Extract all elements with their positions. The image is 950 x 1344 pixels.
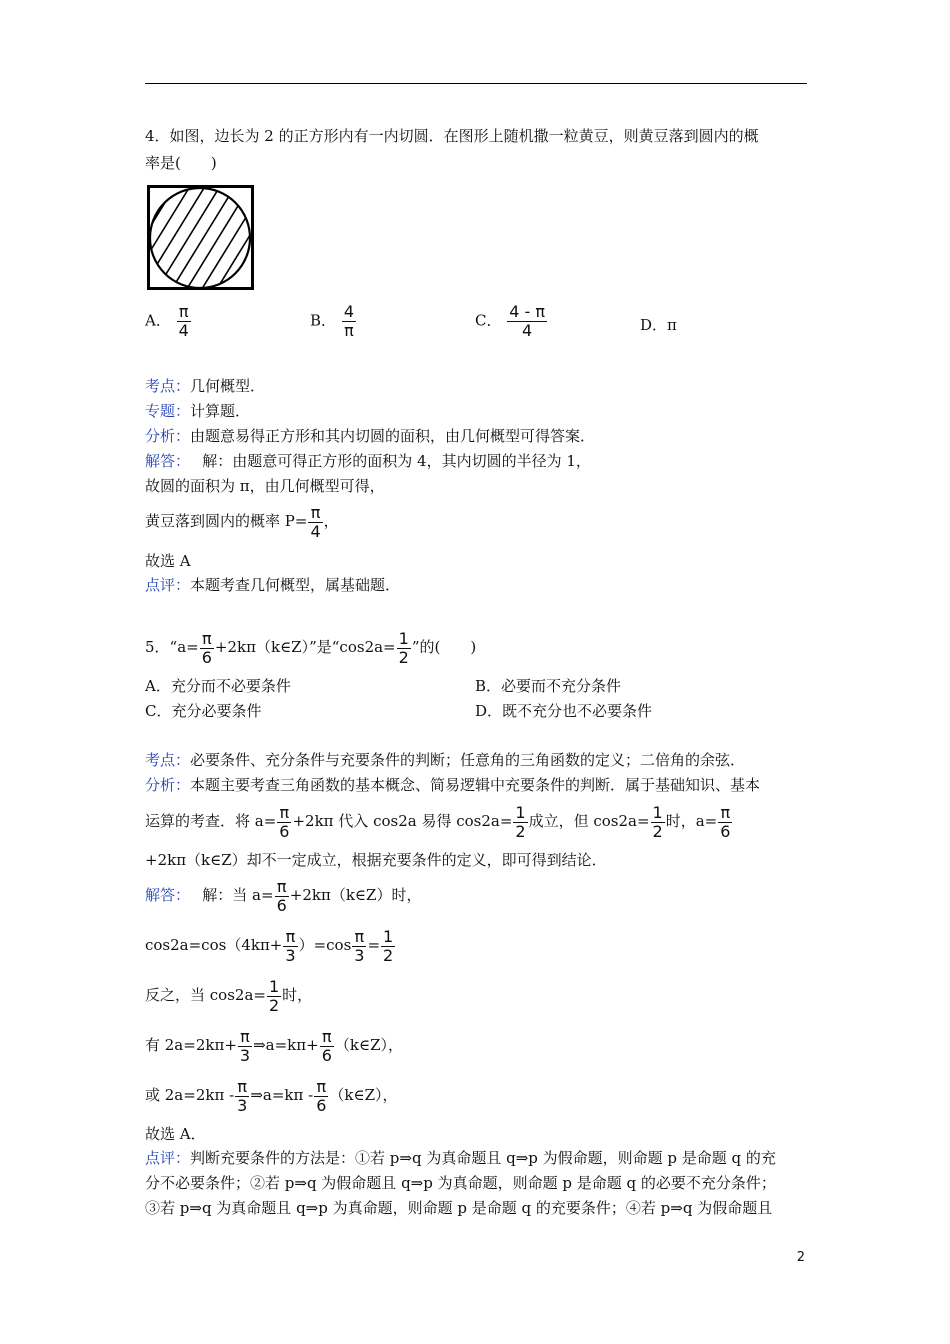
q5-jieda-2: cos2a=cos（4kπ+ $\frac{\pi}{3}$ ）=cos $\frac{\pi}{3}$ = $\frac{1}{2}$	[145, 926, 394, 965]
q4-fenxi: 分析：由题意易得正方形和其内切圆的面积，由几何概型可得答案．	[145, 427, 596, 445]
q4-option-a: A． $\frac{\pi}{4}$	[145, 302, 189, 340]
q5-jieda-3: 反之，当 cos2a= $\frac{1}{2}$ 时，	[145, 976, 313, 1015]
square-circle-figure	[147, 185, 255, 291]
header-rule	[145, 83, 807, 84]
q4-jieda-1: 解答： 解：由题意可得正方形的面积为 4，其内切圆的半径为 1，	[145, 452, 591, 470]
q5-jieda-4: 有 2a=2kπ+ $\frac{\pi}{3}$ ⇒a=kπ+ $\frac{\pi}{6}$ （k∈Z），	[145, 1026, 403, 1065]
q4-jieda-4: 故选 A	[145, 552, 191, 570]
q4-zhuanti: 专题：计算题．	[145, 402, 251, 420]
q5-dianping-2: 分不必要条件；②若 p⇒q 为假命题且 q⇒p 为真命题，则命题 p 是命题 q 的必要不充分条件；	[145, 1174, 776, 1192]
q4-jieda-2: 故圆的面积为 π，由几何概型可得，	[145, 477, 385, 495]
page-number: 2	[796, 1250, 805, 1265]
q5-option-a: A．充分而不必要条件	[145, 677, 291, 695]
q5-option-c: C．充分必要条件	[145, 702, 262, 720]
q5-option-d: D．既不充分也不必要条件	[475, 702, 653, 720]
q5-jieda-1: 解答： 解：当 a= $\frac{\pi}{6}$ +2kπ（k∈Z）时，	[145, 876, 422, 915]
inscribed-circle	[150, 188, 250, 288]
q5-fenxi-2: 运算的考查．将 a= $\frac{\pi}{6}$ +2kπ 代入 cos2a 易得 cos2a= $\frac{1}{2}$ 成立，但 cos2a= $\frac{1}{2}$ 时，a= $\frac{\pi}{6}$	[145, 802, 731, 841]
q5-fenxi-3: +2kπ（k∈Z）却不一定成立，根据充要条件的定义，即可得到结论．	[145, 851, 607, 869]
q5-option-b: B．必要而不充分条件	[475, 677, 622, 695]
q4-option-c: C． $\frac{4 - \pi}{4}$	[475, 302, 546, 340]
q5-stem: 5．“a= $\frac{\pi}{6}$ +2kπ（k∈Z）”是“cos2a= $\frac{1}{2}$ ”的( )	[145, 628, 477, 667]
q5-dianping-1: 点评：判断充要条件的方法是：①若 p⇒q 为真命题且 q⇒p 为假命题，则命题 p 是命题 q 的充	[145, 1149, 776, 1167]
q5-kaodian: 考点：必要条件、充分条件与充要条件的判断；任意角的三角函数的定义；二倍角的余弦．	[145, 751, 746, 769]
q4-option-d: D．π	[640, 316, 677, 334]
hatch-lines	[147, 185, 255, 291]
q4-kaodian: 考点：几何概型．	[145, 377, 266, 395]
q4-stem-line1: 4．如图，边长为 2 的正方形内有一内切圆．在图形上随机撒一粒黄豆，则黄豆落到圆内的概	[145, 127, 759, 145]
q5-dianping-3: ③若 p⇒q 为真命题且 q⇒p 为真命题，则命题 p 是命题 q 的充要条件；④若 p⇒q 为假命题且	[145, 1199, 773, 1217]
q5-jieda-6: 故选 A．	[145, 1125, 206, 1143]
q4-stem-line2: 率是( )	[145, 154, 217, 172]
q4-jieda-3: 黄豆落到圆内的概率 P= $\frac{\pi}{4}$ ，	[145, 502, 339, 541]
q4-dianping: 点评：本题考查几何概型，属基础题．	[145, 576, 401, 594]
q5-jieda-5: 或 2a=2kπ - $\frac{\pi}{3}$ ⇒a=kπ - $\frac{\pi}{6}$ （k∈Z），	[145, 1076, 398, 1115]
q5-fenxi-1: 分析：本题主要考查三角函数的基本概念、简易逻辑中充要条件的判断．属于基础知识、基本	[145, 776, 761, 794]
q4-option-b: B． $\frac{4}{\pi}$	[310, 302, 354, 340]
